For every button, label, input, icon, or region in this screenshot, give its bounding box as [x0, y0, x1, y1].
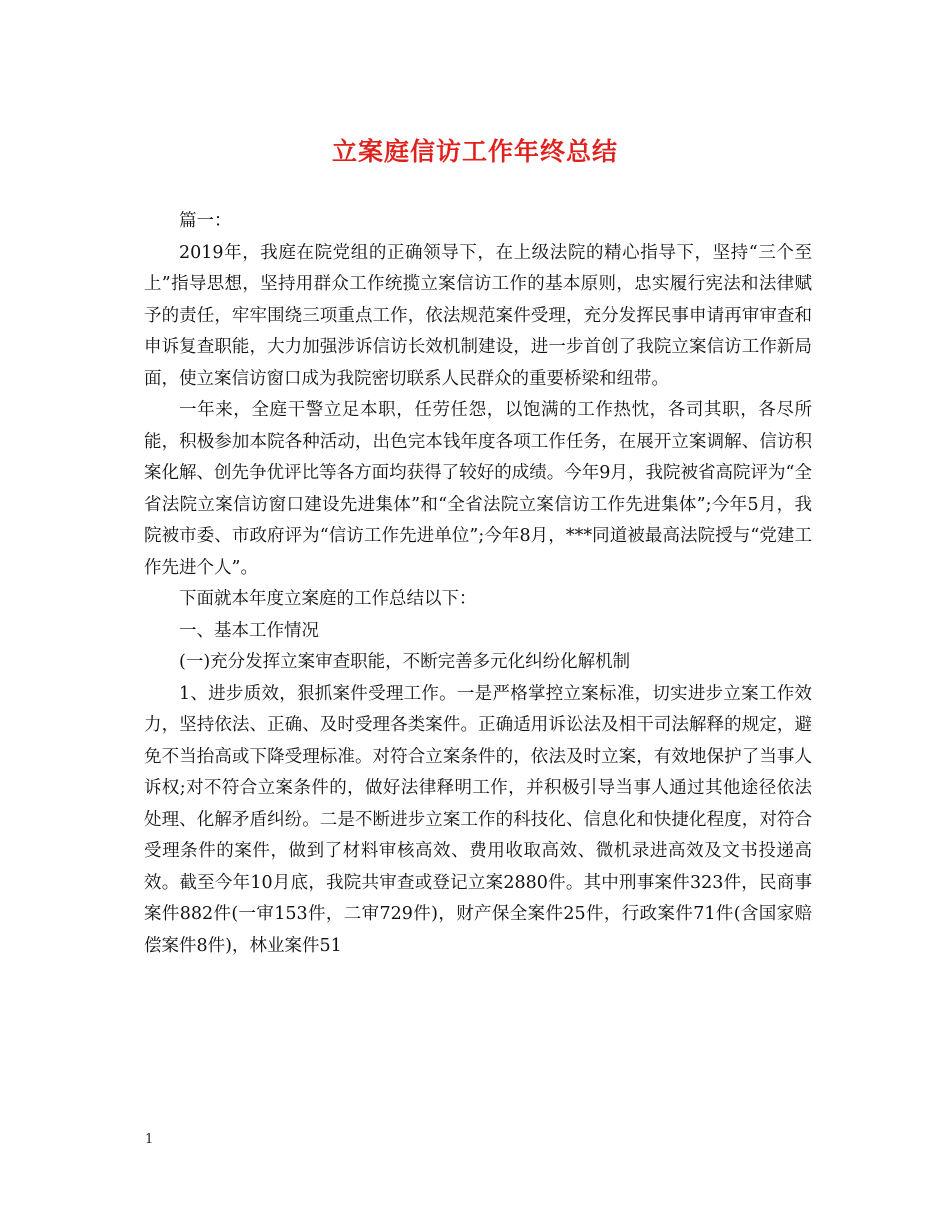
- paragraph-heading-part-one: 篇一：: [179, 211, 232, 231]
- page-number: 1: [145, 1132, 154, 1147]
- section-heading-basic-work: 一、基本工作情况: [179, 620, 319, 641]
- document-body: [144, 206, 812, 962]
- document-title: 立案庭信访工作年终总结: [331, 137, 618, 166]
- paragraph-case-acceptance: 1、进步质效，狠抓案件受理工作。一是严格掌控立案标准，切实进步立案工作效力，坚持依法、正确、及时受理各类案件。正确适用诉讼法及相干司法解释的规定，避免不当抬高或下降受理标准。对符合立案条件的，依法及时立案，有效地保护了当事人诉权;对不符合立案条件的，做好法律释明工作，并积极引导当事人通过其他途径依法处理、化解矛盾纠纷。二是不断进步立案工作的科技化、信息化和快捷化程度，对符合受理条件的案件，做到了材料审核高效、费用收取高效、微机录进高效及文书投递高效。截至今年10月底，我院共审查或登记立案2880件。其中刑事案件323件，民商事案件882件(一审153件，二审729件)，财产保全案件25件，行政案件71件(含国家赔偿案件8件)，林业案件51: [144, 683, 812, 956]
- paragraph-summary-lead: 下面就本年度立案庭的工作总结以下：: [179, 589, 477, 609]
- subsection-heading-case-review: (一)充分发挥立案审查职能，不断完善多元化纠纷化解机制: [179, 652, 631, 672]
- paragraph-intro: 2019年，我庭在院党组的正确领导下，在上级法院的精心指导下，坚持“三个至上”指导思想，坚持用群众工作统揽立案信访工作的基本原则，忠实履行宪法和法律赋予的责任，牢牢围绕三项重点工作，依法规范案件受理，充分发挥民事申请再审审查和申诉复查职能，大力加强涉诉信访长效机制建设，进一步首创了我院立案信访工作新局面，使立案信访窗口成为我院密切联系人民群众的重要桥梁和纽带。: [144, 242, 812, 389]
- paragraph-achievements: 一年来，全庭干警立足本职，任劳任怨，以饱满的工作热忱，各司其职，各尽所能，积极参加本院各种活动，出色完本钱年度各项工作任务，在展开立案调解、信访积案化解、创先争优评比等各方面均获得了较好的成绩。今年9月，我院被省高院评为“全省法院立案信访窗口建设先进集体”和“全省法院立案信访工作先进集体”;今年5月，我院被市委、市政府评为“信访工作先进单位”;今年8月，***同道被最高法院授与“党建工作先进个人”。: [144, 400, 812, 578]
